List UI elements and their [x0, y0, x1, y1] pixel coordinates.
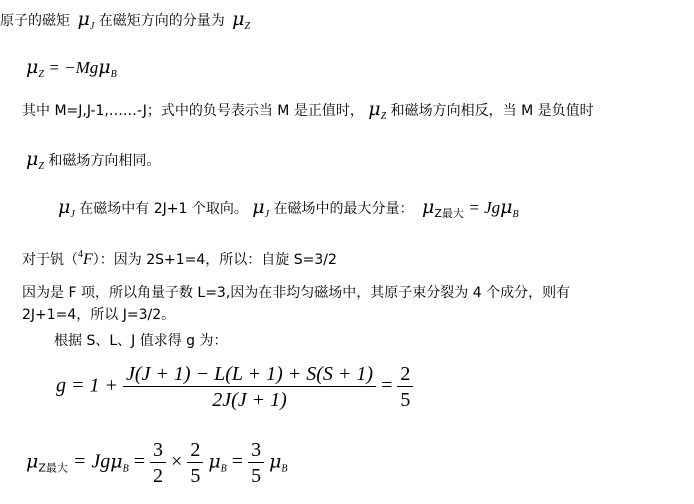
formula-rhs: = −Mg	[48, 58, 99, 77]
sub-B: B	[281, 463, 288, 475]
text-6a: 对于钒（	[22, 252, 78, 268]
line-8: 2J+1=4，所以 J=3/2。	[22, 307, 176, 323]
frac-num: 3	[150, 440, 166, 463]
g-denominator: 2J(J + 1)	[212, 389, 287, 411]
text-3b: 和磁场方向相反，当 M 是负值时	[390, 103, 594, 119]
line-4	[26, 150, 160, 172]
mu-symbol: μ	[368, 98, 381, 120]
equals: =	[381, 374, 393, 397]
line-5	[58, 198, 519, 220]
mu-symbol: μ	[98, 56, 111, 78]
sub-B: B	[110, 69, 117, 80]
mu-symbol: μ	[252, 196, 265, 218]
text-5b: 在磁场中的最大分量：	[273, 201, 414, 217]
equals: =	[231, 450, 244, 473]
frac-den: 5	[190, 465, 201, 487]
mu-symbol: μ	[26, 450, 39, 473]
frac-den: 5	[251, 465, 262, 487]
mu-symbol: μ	[58, 196, 71, 218]
text-4: 和磁场方向相同。	[48, 153, 161, 169]
sub-Z: Z	[244, 21, 251, 32]
result-numerator: 2	[397, 364, 413, 387]
result-fraction	[397, 364, 413, 410]
mu-symbol: μ	[110, 450, 123, 473]
formula-mumax	[26, 440, 288, 486]
sub-Z: Z	[38, 161, 44, 172]
sup-4: 4	[78, 249, 83, 260]
mu-symbol: μ	[500, 196, 513, 218]
sub-B: B	[512, 209, 519, 220]
line-3	[22, 100, 594, 122]
g-lhs: g = 1 +	[56, 374, 118, 397]
mu-symbol: μ	[26, 148, 39, 170]
frac-den: 2	[153, 465, 164, 487]
sub-zmax: Z最大	[38, 461, 68, 475]
result-denominator: 5	[400, 389, 411, 411]
sub-Z: Z	[380, 111, 387, 122]
mu-symbol: μ	[26, 56, 39, 78]
line-9: 根据 S、L、J 值求得 g 为：	[54, 333, 228, 349]
g-numerator: J(J + 1) − L(L + 1) + S(S + 1)	[123, 364, 376, 387]
mu-symbol: μ	[232, 8, 245, 30]
text-1b: 在磁矩方向的分量为	[98, 13, 225, 29]
text-6b: ）：因为 2S+1=4，所以：自旋 S=3/2	[92, 252, 337, 268]
g-fraction	[123, 364, 376, 410]
frac-3-2	[150, 440, 166, 486]
sub-J: J	[89, 21, 95, 32]
text-5a: 在磁场中有 2J+1 个取向。	[79, 201, 248, 217]
sub-J: J	[264, 209, 270, 220]
frac-num: 3	[248, 440, 264, 463]
line-1	[0, 10, 250, 32]
sub-B: B	[122, 463, 129, 475]
mu-symbol: μ	[269, 450, 282, 473]
mu-symbol: μ	[77, 8, 90, 30]
formula-rhs: = Jg	[468, 198, 501, 217]
sub-Z: Z	[38, 69, 44, 80]
frac-num: 2	[187, 440, 203, 463]
line-6	[22, 250, 337, 268]
times: ×	[171, 450, 183, 473]
mu-symbol: μ	[422, 196, 435, 218]
frac-3-5	[248, 440, 264, 486]
text-3a: 其中 M=J,J-1,……-J；式中的负号表示当 M 是正值时，	[22, 103, 364, 119]
frac-2-5	[187, 440, 203, 486]
term-F: F	[83, 251, 93, 268]
line-7: 因为是 F 项，所以角量子数 L=3,因为在非均匀磁场中，其原子束分裂为 4 个成分，则有	[22, 285, 571, 301]
equals: =	[133, 450, 146, 473]
eq-jg: = Jg	[72, 450, 111, 473]
sub-B: B	[220, 463, 227, 475]
text-1a: 原子的磁矩	[0, 13, 70, 29]
sub-J: J	[70, 209, 75, 220]
mu-symbol: μ	[208, 450, 221, 473]
formula-muz	[26, 58, 117, 80]
formula-g	[56, 364, 413, 410]
sub-zmax: Z最大	[434, 207, 464, 220]
